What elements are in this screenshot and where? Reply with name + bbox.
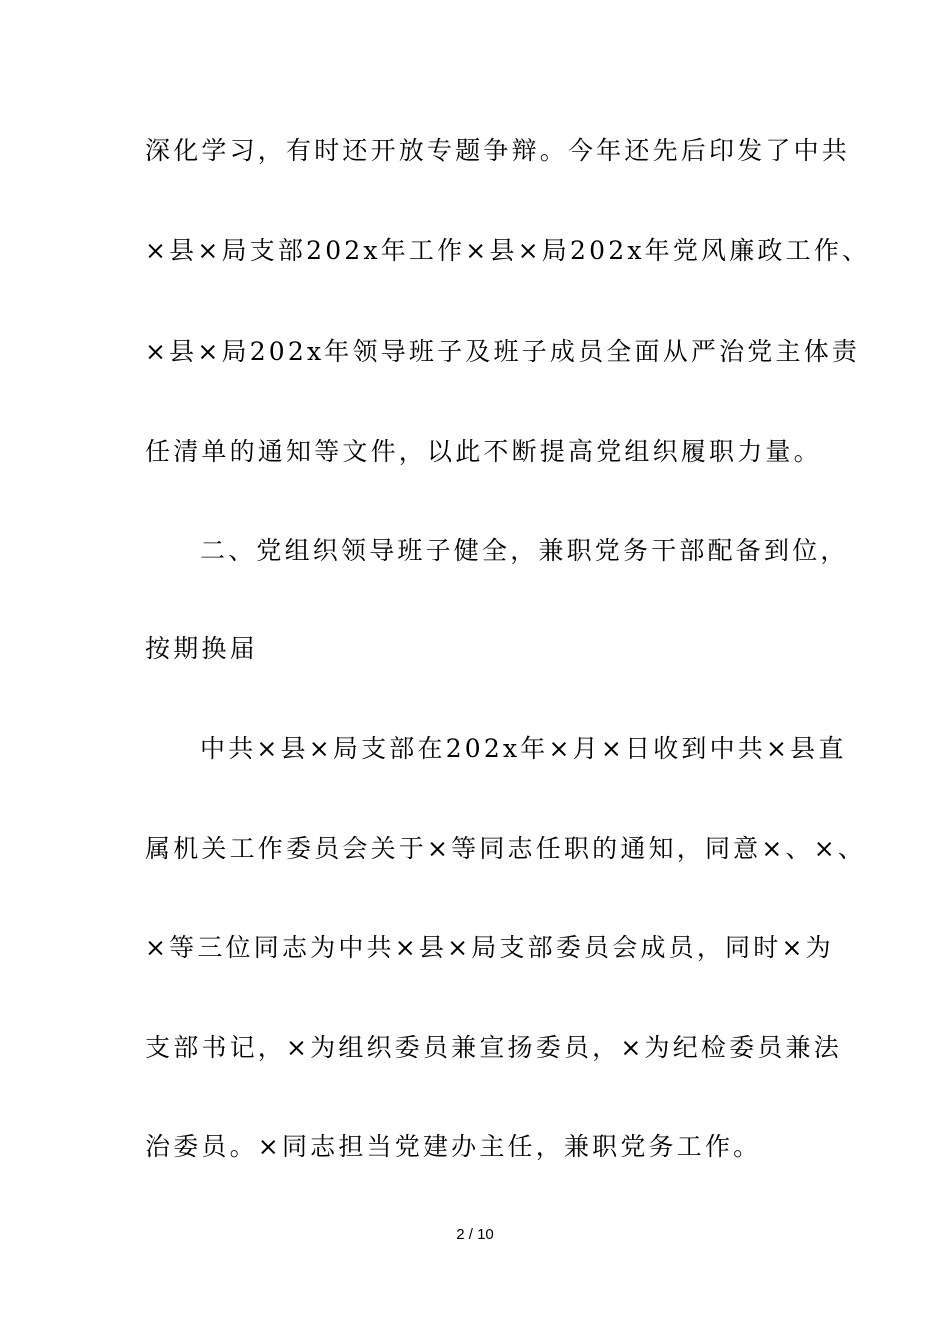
section-heading-line: 二、党组织领导班子健全，兼职党务干部配备到位，: [200, 536, 849, 565]
page-number: 2 / 10: [456, 1226, 494, 1243]
paragraph-line: 治委员。×同志担当党建办主任，兼职党务工作。: [145, 1132, 762, 1161]
paragraph-line: ×县×局支部202x年工作×县×局202x年党风廉政工作、: [145, 236, 871, 265]
section-heading-line: 按期换届: [145, 634, 258, 663]
paragraph-line: 属机关工作委员会关于×等同志任职的通知，同意×、×、: [145, 834, 867, 863]
paragraph-line: ×县×局202x年领导班子及班子成员全面从严治党主体责: [145, 337, 861, 366]
paragraph-line: 任清单的通知等文件，以此不断提高党组织履职力量。: [145, 437, 822, 466]
paragraph-line: 支部书记，×为组织委员兼宣扬委员，×为纪检委员兼法: [145, 1033, 842, 1062]
paragraph-line: 深化学习，有时还开放专题争辩。今年还先后印发了中共: [145, 136, 851, 165]
paragraph-line: ×等三位同志为中共×县×局支部委员会成员，同时×为: [145, 933, 834, 962]
paragraph-line: 中共×县×局支部在202x年×月×日收到中共×县直: [200, 734, 847, 763]
